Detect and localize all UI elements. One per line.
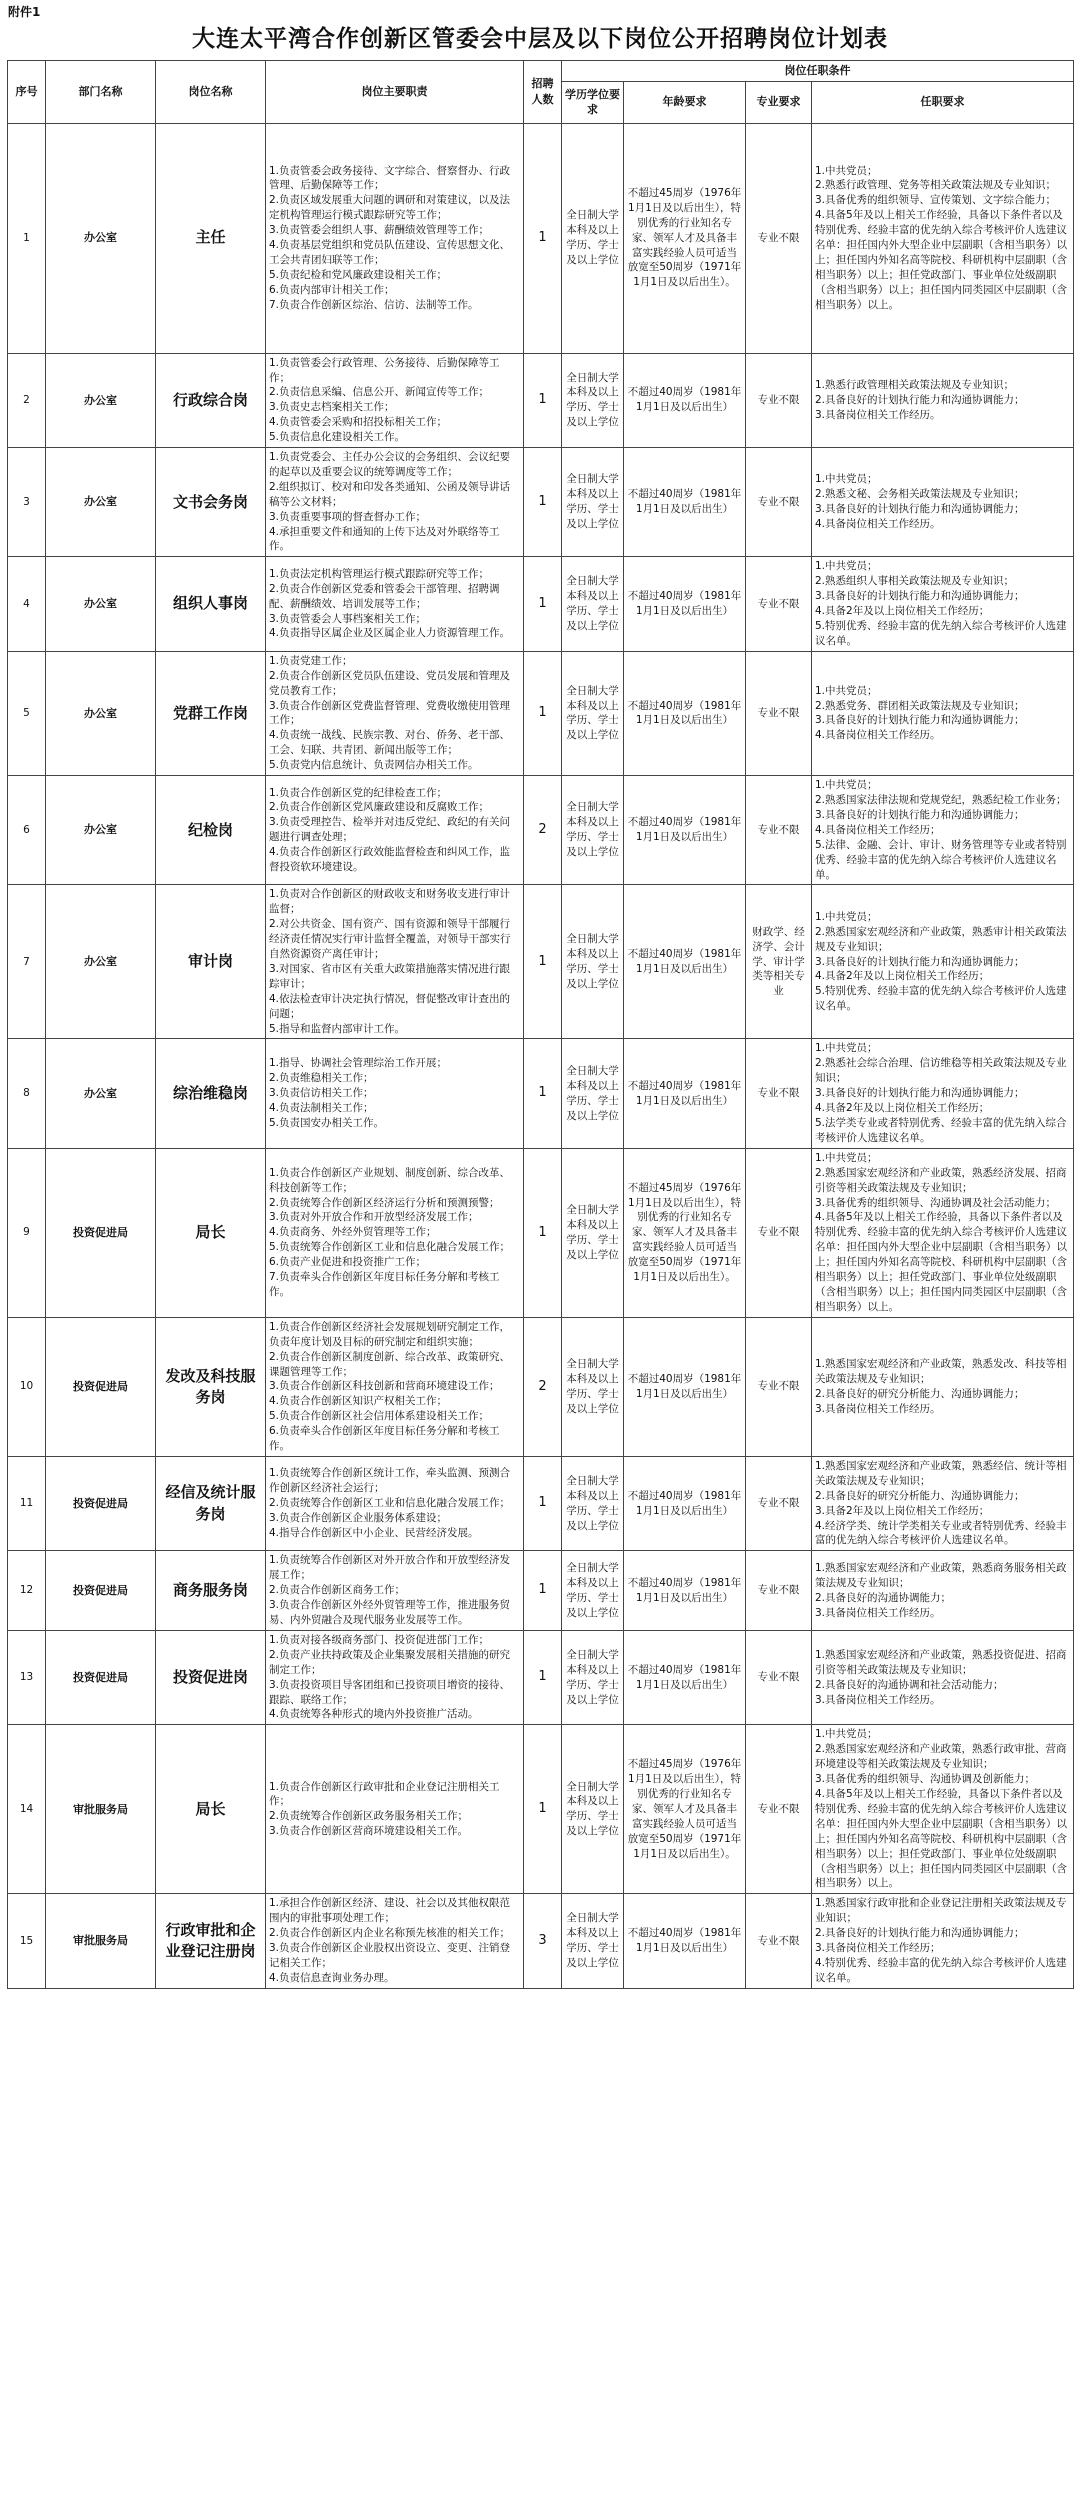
row-qual-line: 4.特别优秀、经验丰富的优先纳入综合考核评价人选建议名单。: [815, 1956, 1067, 1984]
table-row: [8, 1725, 1074, 1894]
row-major: 专业不限: [746, 1630, 812, 1724]
row-qual-line: 3.具备优秀的组织领导、宣传策划、文字综合能力；: [815, 194, 1057, 207]
row-dept: 审批服务局: [46, 1894, 156, 1988]
row-duties-line: 4.负责信息查询业务办理。: [269, 1971, 395, 1984]
row-duties-line: 2.负责合作创新区党委和管委会干部管理、招聘调配、薪酬绩效、培训发展等工作；: [269, 582, 500, 610]
table-row: [8, 1456, 1074, 1550]
table-row: [8, 353, 1074, 447]
row-qual-line: 2.熟悉党务、群团相关政策法规及专业知识；: [815, 699, 1025, 712]
row-duties: [266, 776, 524, 885]
row-seq: 14: [8, 1725, 46, 1894]
row-dept: 办公室: [46, 448, 156, 557]
row-duties-line: 3.负责合作创新区企业股权出资设立、变更、注销登记相关工作；: [269, 1942, 511, 1969]
row-dept: 办公室: [46, 885, 156, 1039]
row-qual-line: 4.具备岗位相关工作经历；: [815, 823, 941, 836]
row-duties-line: 3.负责合作创新区党费监督管理、党费收缴使用管理工作；: [269, 699, 511, 727]
row-qual-line: 1.中共党员；: [815, 910, 878, 923]
row-qual-line: 4.具备岗位相关工作经历。: [815, 729, 941, 742]
row-duties-line: 1.负责合作创新区经济社会发展规划研究制定工作，负责年度计划及目标的研究制定和组织实施；: [269, 1320, 511, 1348]
row-duties-line: 3.负责信访相关工作；: [269, 1087, 374, 1100]
row-duties-line: 2.负责统筹合作创新区经济运行分析和预测预警；: [269, 1196, 500, 1209]
row-qual-line: 2.具备良好的研究分析能力、沟通协调能力；: [815, 1489, 1025, 1502]
row-duties-line: 3.负责合作创新区企业服务体系建设；: [269, 1512, 448, 1525]
table-row: [8, 1039, 1074, 1148]
row-duties-line: 2.组织拟订、校对和印发各类通知、公函及领导讲话稿等公文材料；: [269, 480, 511, 508]
row-position: 发改及科技服务岗: [156, 1317, 266, 1456]
row-duties-line: 2.对公共资金、国有资产、国有资源和领导干部履行经济责任情况实行审计监督全覆盖，对领导干部实行自然资源资产离任审计；: [269, 918, 511, 961]
row-seq: 5: [8, 651, 46, 775]
row-duties: [266, 1456, 524, 1550]
header-position: 岗位名称: [156, 61, 266, 124]
row-duties-line: 2.负责合作创新区内企业名称预先核准的相关工作；: [269, 1927, 511, 1940]
recruitment-table: [7, 60, 1074, 1989]
row-qual-line: 1.中共党员；: [815, 1151, 878, 1164]
row-duties-line: 3.负责对外开放合作和开放型经济发展工作；: [269, 1211, 479, 1224]
row-duties-line: 1.承担合作创新区经济、建设、社会以及其他权限范围内的审批事项处理工作；: [269, 1897, 511, 1925]
row-qual-line: 3.具备优秀的组织领导、沟通协调及社会活动能力；: [815, 1196, 1057, 1209]
row-edu: 全日制大学本科及以上学历、学士及以上学位: [562, 448, 624, 557]
row-age: 不超过40周岁（1981年1月1日及以后出生）: [624, 557, 746, 651]
row-duties-line: 2.负责区域发展重大问题的调研和对策建议，以及法定机构管理运行模式跟踪研究等工作；: [269, 194, 511, 222]
row-duties: [266, 353, 524, 447]
header-duties: 岗位主要职责: [266, 61, 524, 124]
row-duties-line: 4.负责管委会采购和招投标相关工作；: [269, 416, 448, 429]
row-age: 不超过45周岁（1976年1月1日及以后出生），特别优秀的行业知名专家、领军人才及具备丰富实践经验人员可适当放宽至50周岁（1971年1月1日及以后出生）。: [624, 123, 746, 353]
row-major: 专业不限: [746, 448, 812, 557]
row-position: 行政综合岗: [156, 353, 266, 447]
row-dept: 投资促进局: [46, 1317, 156, 1456]
row-duties-line: 1.负责党建工作；: [269, 654, 353, 667]
table-row: [8, 885, 1074, 1039]
row-qual-line: 3.具备岗位相关工作经历。: [815, 1606, 941, 1619]
row-major: 专业不限: [746, 1039, 812, 1148]
row-dept: 办公室: [46, 557, 156, 651]
row-qual-line: 3.具备良好的计划执行能力和沟通协调能力；: [815, 590, 1025, 603]
row-duties-line: 5.指导和监督内部审计工作。: [269, 1022, 406, 1035]
row-major: 专业不限: [746, 557, 812, 651]
row-duties-line: 1.负责统筹合作创新区对外开放合作和开放型经济发展工作；: [269, 1554, 511, 1582]
row-qual: [812, 448, 1074, 557]
row-duties-line: 4.承担重要文件和通知的上传下达及对外联络等工作。: [269, 525, 500, 553]
annex-label: 附件1: [8, 5, 41, 19]
row-age: 不超过40周岁（1981年1月1日及以后出生）: [624, 1317, 746, 1456]
row-dept: 办公室: [46, 651, 156, 775]
row-qual-line: 4.具备2年及以上岗位相关工作经历；: [815, 605, 990, 618]
row-qual-line: 1.中共党员；: [815, 164, 878, 177]
row-seq: 11: [8, 1456, 46, 1550]
row-position: 纪检岗: [156, 776, 266, 885]
row-qual: [812, 557, 1074, 651]
row-age: 不超过45周岁（1976年1月1日及以后出生），特别优秀的行业知名专家、领军人才及具备丰富实践经验人员可适当放宽至50周岁（1971年1月1日及以后出生）。: [624, 1148, 746, 1317]
row-qual-line: 5.法学类专业或者特别优秀、经验丰富的优先纳入综合考核评价人选建议名单。: [815, 1117, 1067, 1144]
row-qual-line: 1.中共党员；: [815, 684, 878, 697]
row-duties-line: 3.负责管委会人事档案相关工作；: [269, 612, 427, 625]
row-age: 不超过40周岁（1981年1月1日及以后出生）: [624, 651, 746, 775]
row-dept: 办公室: [46, 353, 156, 447]
row-qual-line: 1.熟悉国家宏观经济和产业政策，熟悉经信、统计等相关政策法规及专业知识；: [815, 1459, 1067, 1487]
row-major: 专业不限: [746, 1551, 812, 1631]
row-duties-line: 7.负责合作创新区综治、信访、法制等工作。: [269, 298, 479, 311]
row-position: 综治维稳岗: [156, 1039, 266, 1148]
row-num: 1: [524, 1551, 562, 1631]
header-age: 年龄要求: [624, 81, 746, 123]
row-duties-line: 1.负责合作创新区党的纪律检查工作；: [269, 786, 448, 799]
row-duties: [266, 123, 524, 353]
row-edu: 全日制大学本科及以上学历、学士及以上学位: [562, 1456, 624, 1550]
table-row: [8, 448, 1074, 557]
row-major: 专业不限: [746, 651, 812, 775]
row-qual-line: 3.具备岗位相关工作经历。: [815, 1402, 941, 1415]
row-duties-line: 3.负责史志档案相关工作；: [269, 401, 395, 414]
row-edu: 全日制大学本科及以上学历、学士及以上学位: [562, 1039, 624, 1148]
row-qual-line: 3.具备良好的计划执行能力和沟通协调能力；: [815, 808, 1025, 821]
row-edu: 全日制大学本科及以上学历、学士及以上学位: [562, 1630, 624, 1724]
row-qual-line: 2.具备良好的研究分析能力、沟通协调能力；: [815, 1387, 1025, 1400]
row-qual-line: 1.中共党员；: [815, 1042, 878, 1055]
row-dept: 投资促进局: [46, 1456, 156, 1550]
row-seq: 1: [8, 123, 46, 353]
row-dept: 投资促进局: [46, 1148, 156, 1317]
header-qual: 任职要求: [812, 81, 1074, 123]
row-qual: [812, 1630, 1074, 1724]
row-qual: [812, 353, 1074, 447]
row-age: 不超过40周岁（1981年1月1日及以后出生）: [624, 353, 746, 447]
row-edu: 全日制大学本科及以上学历、学士及以上学位: [562, 123, 624, 353]
row-position: 投资促进岗: [156, 1630, 266, 1724]
row-qual-line: 1.熟悉国家宏观经济和产业政策，熟悉投资促进、招商引资等相关政策法规及专业知识；: [815, 1648, 1067, 1676]
row-duties-line: 1.负责对接各级商务部门、投资促进部门工作；: [269, 1633, 490, 1646]
row-num: 1: [524, 1630, 562, 1724]
row-duties-line: 5.负责纪检和党风廉政建设相关工作；: [269, 268, 448, 281]
row-duties-line: 2.负责合作创新区党风廉政建设和反腐败工作；: [269, 801, 490, 814]
row-duties: [266, 1148, 524, 1317]
row-duties-line: 3.负责重要事项的督查督办工作；: [269, 510, 427, 523]
row-qual-line: 2.熟悉组织人事相关政策法规及专业知识；: [815, 575, 1015, 588]
row-age: 不超过40周岁（1981年1月1日及以后出生）: [624, 776, 746, 885]
header-edu: 学历学位要求: [562, 81, 624, 123]
row-qual-line: 3.具备岗位相关工作经历。: [815, 1693, 941, 1706]
table-row: [8, 776, 1074, 885]
row-age: 不超过40周岁（1981年1月1日及以后出生）: [624, 1456, 746, 1550]
row-qual-line: 2.具备良好的计划执行能力和沟通协调能力；: [815, 393, 1025, 406]
row-edu: 全日制大学本科及以上学历、学士及以上学位: [562, 1725, 624, 1894]
row-num: 1: [524, 1039, 562, 1148]
row-duties-line: 4.负责商务、外经外贸管理等工作；: [269, 1226, 437, 1239]
row-qual-line: 2.具备良好的沟通协调和社会活动能力；: [815, 1678, 1004, 1691]
row-duties-line: 5.负责信息化建设相关工作。: [269, 431, 406, 444]
row-age: 不超过40周岁（1981年1月1日及以后出生）: [624, 1551, 746, 1631]
row-position: 组织人事岗: [156, 557, 266, 651]
row-duties-line: 2.负责信息采编、信息公开、新闻宣传等工作；: [269, 386, 490, 399]
row-num: 2: [524, 776, 562, 885]
row-qual-line: 4.具备5年及以上相关工作经验，具备以下条件者以及特别优秀、经验丰富的优先纳入综合考核评价人选建议名单：担任国内外大型企业中层副职（含相当职务）以上；担任国内外知名高等院校、科研机构中层副职（含相当职务）以上；担任党政部门、事业单位处级副职（含相当职务）以上；担任国内同类园区中层副职（含相当职务）以上。: [815, 209, 1067, 311]
row-qual-line: 3.具备岗位相关工作经历；: [815, 1942, 941, 1955]
row-edu: 全日制大学本科及以上学历、学士及以上学位: [562, 651, 624, 775]
table-row: [8, 1317, 1074, 1456]
row-major: 专业不限: [746, 353, 812, 447]
row-seq: 13: [8, 1630, 46, 1724]
row-duties-line: 1.负责合作创新区行政审批和企业登记注册相关工作；: [269, 1780, 500, 1808]
table-row: [8, 1630, 1074, 1724]
row-qual-line: 2.熟悉社会综合治理、信访维稳等相关政策法规及专业知识；: [815, 1057, 1067, 1085]
row-seq: 4: [8, 557, 46, 651]
header-seq: 序号: [8, 61, 46, 124]
row-duties: [266, 448, 524, 557]
row-position: 局长: [156, 1725, 266, 1894]
row-duties-line: 5.负责合作创新区社会信用体系建设相关工作；: [269, 1410, 490, 1423]
row-position: 审计岗: [156, 885, 266, 1039]
row-seq: 7: [8, 885, 46, 1039]
row-qual-line: 2.熟悉文秘、会务相关政策法规及专业知识；: [815, 488, 1025, 501]
row-qual-line: 1.熟悉国家宏观经济和产业政策，熟悉商务服务相关政策法规及专业知识；: [815, 1561, 1067, 1589]
table-row: [8, 1148, 1074, 1317]
row-edu: 全日制大学本科及以上学历、学士及以上学位: [562, 1148, 624, 1317]
row-qual-line: 2.熟悉国家法律法规和党规党纪，熟悉纪检工作业务；: [815, 793, 1067, 806]
row-age: 不超过40周岁（1981年1月1日及以后出生）: [624, 1039, 746, 1148]
row-position: 主任: [156, 123, 266, 353]
row-qual-line: 3.具备良好的计划执行能力和沟通协调能力；: [815, 955, 1025, 968]
row-edu: 全日制大学本科及以上学历、学士及以上学位: [562, 353, 624, 447]
row-duties-line: 1.负责对合作创新区的财政收支和财务收支进行审计监督；: [269, 888, 511, 916]
row-duties-line: 2.负责合作创新区党员队伍建设、党员发展和管理及党员教育工作；: [269, 669, 511, 697]
row-major: 专业不限: [746, 123, 812, 353]
row-edu: 全日制大学本科及以上学历、学士及以上学位: [562, 1317, 624, 1456]
table-row: [8, 1894, 1074, 1988]
row-qual-line: 5.特别优秀、经验丰富的优先纳入综合考核评价人选建议名单。: [815, 985, 1067, 1013]
header-conditions: 岗位任职条件: [562, 61, 1074, 82]
row-major: 专业不限: [746, 1148, 812, 1317]
row-seq: 2: [8, 353, 46, 447]
row-duties-line: 2.负责合作创新区制度创新、综合改革、政策研究、课题管理等工作；: [269, 1350, 511, 1378]
row-duties: [266, 885, 524, 1039]
row-qual-line: 1.熟悉行政管理相关政策法规及专业知识；: [815, 378, 1015, 391]
row-dept: 办公室: [46, 1039, 156, 1148]
row-seq: 9: [8, 1148, 46, 1317]
row-duties-line: 3.对国家、省市区有关重大政策措施落实情况进行跟踪审计；: [269, 962, 511, 990]
row-position: 经信及统计服务岗: [156, 1456, 266, 1550]
row-qual: [812, 1039, 1074, 1148]
row-duties-line: 3.负责合作创新区营商环境建设相关工作。: [269, 1825, 469, 1838]
row-num: 1: [524, 353, 562, 447]
row-duties: [266, 1039, 524, 1148]
row-num: 1: [524, 885, 562, 1039]
row-qual: [812, 1148, 1074, 1317]
row-seq: 8: [8, 1039, 46, 1148]
row-qual-line: 3.具备2年及以上岗位相关工作经历；: [815, 1504, 990, 1517]
row-duties-line: 6.负责内部审计相关工作；: [269, 283, 395, 296]
row-duties-line: 4.负责统一战线、民族宗教、对台、侨务、老干部、工会、妇联、共青团、新闻出版等工作；: [269, 729, 511, 757]
row-duties: [266, 651, 524, 775]
row-position: 局长: [156, 1148, 266, 1317]
row-duties: [266, 557, 524, 651]
row-num: 1: [524, 557, 562, 651]
table-row: [8, 123, 1074, 353]
row-major: 专业不限: [746, 1725, 812, 1894]
row-qual-line: 2.熟悉国家宏观经济和产业政策，熟悉审计相关政策法规及专业知识；: [815, 925, 1067, 953]
row-qual-line: 2.熟悉国家宏观经济和产业政策，熟悉经济发展、招商引资等相关政策法规及专业知识；: [815, 1166, 1067, 1194]
row-seq: 12: [8, 1551, 46, 1631]
row-qual-line: 1.熟悉国家宏观经济和产业政策，熟悉发改、科技等相关政策法规及专业知识；: [815, 1358, 1067, 1385]
row-qual-line: 3.具备优秀的组织领导、沟通协调及创新能力；: [815, 1773, 1036, 1786]
row-num: 1: [524, 448, 562, 557]
row-qual-line: 4.具备岗位相关工作经历。: [815, 518, 941, 531]
row-qual-line: 5.特别优秀、经验丰富的优先纳入综合考核评价人选建议名单。: [815, 620, 1067, 647]
row-duties-line: 3.负责投资项目导客团组和已投资项目增资的接待、跟踪、联络工作；: [269, 1678, 511, 1706]
row-qual: [812, 651, 1074, 775]
row-duties-line: 5.负责党内信息统计、负责网信办相关工作。: [269, 759, 479, 772]
row-duties: [266, 1551, 524, 1631]
row-seq: 15: [8, 1894, 46, 1988]
row-duties-line: 3.负责受理控告、检举并对违反党纪、政纪的有关问题进行调查处理；: [269, 816, 511, 844]
row-qual-line: 4.经济学类、统计学类相关专业或者特别优秀、经验丰富的优先纳入综合考核评价人选建议名单。: [815, 1519, 1067, 1547]
row-duties-line: 3.负责管委会组织人事、薪酬绩效管理等工作；: [269, 224, 490, 237]
row-duties: [266, 1630, 524, 1724]
row-qual-line: 1.中共党员；: [815, 560, 878, 573]
row-duties-line: 4.指导合作创新区中小企业、民营经济发展。: [269, 1527, 479, 1540]
row-duties-line: 4.负责合作创新区知识产权相关工作；: [269, 1395, 448, 1408]
row-qual-line: 3.具备良好的计划执行能力和沟通协调能力；: [815, 1087, 1025, 1100]
row-age: 不超过40周岁（1981年1月1日及以后出生）: [624, 1894, 746, 1988]
row-duties-line: 4.负责指导区属企业及区属企业人力资源管理工作。: [269, 627, 511, 640]
row-duties-line: 2.负责产业扶持政策及企业集聚发展相关措施的研究制定工作；: [269, 1648, 511, 1676]
row-qual-line: 1.中共党员；: [815, 1728, 878, 1741]
row-edu: 全日制大学本科及以上学历、学士及以上学位: [562, 557, 624, 651]
row-qual-line: 2.熟悉国家宏观经济和产业政策，熟悉行政审批、营商环境建设等相关政策法规及专业知识；: [815, 1743, 1067, 1771]
row-qual-line: 3.具备岗位相关工作经历。: [815, 408, 941, 421]
header-num: 招聘人数: [524, 61, 562, 124]
row-duties-line: 4.依法检查审计决定执行情况，督促整改审计查出的问题；: [269, 992, 511, 1020]
row-duties: [266, 1725, 524, 1894]
row-edu: 全日制大学本科及以上学历、学士及以上学位: [562, 1894, 624, 1988]
row-qual: [812, 1725, 1074, 1894]
row-qual-line: 2.具备良好的沟通协调能力；: [815, 1591, 952, 1604]
row-age: 不超过40周岁（1981年1月1日及以后出生）: [624, 1630, 746, 1724]
row-duties-line: 1.负责党委会、主任办公会议的会务组织、会议纪要的起草以及重要会议的统筹调度等工作；: [269, 451, 511, 478]
row-qual: [812, 885, 1074, 1039]
row-qual-line: 2.具备良好的计划执行能力和沟通协调能力；: [815, 1927, 1025, 1940]
table-body: [8, 123, 1074, 1988]
row-qual-line: 1.熟悉国家行政审批和企业登记注册相关政策法规及专业知识；: [815, 1897, 1067, 1925]
header-major: 专业要求: [746, 81, 812, 123]
row-duties-line: 2.负责维稳相关工作；: [269, 1072, 374, 1085]
row-duties-line: 2.负责统筹合作创新区工业和信息化融合发展工作；: [269, 1497, 511, 1510]
row-age: 不超过40周岁（1981年1月1日及以后出生）: [624, 885, 746, 1039]
row-qual: [812, 123, 1074, 353]
row-seq: 10: [8, 1317, 46, 1456]
row-duties-line: 1.负责统筹合作创新区统计工作，牵头监测、预测合作创新区经济社会运行；: [269, 1467, 511, 1495]
row-qual-line: 1.中共党员；: [815, 473, 878, 486]
row-duties-line: 4.负责合作创新区行政效能监督检查和纠风工作，监督投资软环境建设。: [269, 846, 511, 874]
row-dept: 投资促进局: [46, 1551, 156, 1631]
row-duties-line: 1.指导、协调社会管理综治工作开展；: [269, 1057, 448, 1070]
row-qual: [812, 1456, 1074, 1550]
row-major: 专业不限: [746, 1317, 812, 1456]
row-seq: 6: [8, 776, 46, 885]
row-qual-line: 3.具备良好的计划执行能力和沟通协调能力；: [815, 714, 1025, 727]
row-position: 文书会务岗: [156, 448, 266, 557]
row-qual-line: 2.熟悉行政管理、党务等相关政策法规及专业知识；: [815, 179, 1057, 192]
row-edu: 全日制大学本科及以上学历、学士及以上学位: [562, 776, 624, 885]
row-duties-line: 4.负责法制相关工作；: [269, 1102, 374, 1115]
table-row: [8, 1551, 1074, 1631]
row-duties-line: 1.负责合作创新区产业规划、制度创新、综合改革、科技创新等工作；: [269, 1166, 511, 1194]
row-duties-line: 4.负责基层党组织和党员队伍建设、宣传思想文化、工会共青团妇联等工作；: [269, 239, 511, 267]
row-age: 不超过40周岁（1981年1月1日及以后出生）: [624, 448, 746, 557]
row-major: 专业不限: [746, 1456, 812, 1550]
row-num: 1: [524, 1456, 562, 1550]
row-age: 不超过45周岁（1976年1月1日及以后出生），特别优秀的行业知名专家、领军人才及具备丰富实践经验人员可适当放宽至50周岁（1971年1月1日及以后出生）。: [624, 1725, 746, 1894]
row-duties-line: 4.负责统筹各种形式的境内外投资推广活动。: [269, 1708, 479, 1721]
row-duties-line: 1.负责管委会政务接待、文字综合、督察督办、行政管理、后勤保障等工作；: [269, 164, 511, 192]
row-qual-line: 4.具备2年及以上岗位相关工作经历；: [815, 1102, 990, 1115]
row-duties-line: 6.负责牵头合作创新区年度目标任务分解和考核工作。: [269, 1425, 500, 1453]
row-duties-line: 1.负责管委会行政管理、公务接待、后勤保障等工作；: [269, 356, 500, 384]
row-num: 1: [524, 1148, 562, 1317]
row-qual-line: 4.具备5年及以上相关工作经验，具备以下条件者以及特别优秀、经验丰富的优先纳入综合考核评价人选建议名单：担任国内外大型企业中层副职（含相当职务）以上；担任国内外知名高等院校、科研机构中层副职（含相当职务）以上；担任党政部门、事业单位处级副职（含相当职务）以上；担任国内同类园区中层副职（含相当职务）以上。: [815, 1211, 1067, 1313]
row-num: 2: [524, 1317, 562, 1456]
row-num: 1: [524, 123, 562, 353]
row-dept: 办公室: [46, 123, 156, 353]
row-qual: [812, 776, 1074, 885]
row-duties-line: 6.负责产业促进和投资推广工作；: [269, 1256, 427, 1269]
row-edu: 全日制大学本科及以上学历、学士及以上学位: [562, 1551, 624, 1631]
row-position: 行政审批和企业登记注册岗: [156, 1894, 266, 1988]
row-duties-line: 3.负责合作创新区外经外贸管理等工作，推进服务贸易、内外贸融合及现代服务业发展等工作。: [269, 1599, 511, 1627]
table-row: [8, 651, 1074, 775]
row-duties-line: 7.负责牵头合作创新区年度目标任务分解和考核工作。: [269, 1271, 500, 1298]
row-qual-line: 5.法律、金融、会计、审计、财务管理等专业或者特别优秀、经验丰富的优先纳入综合考核评价人选建议名单。: [815, 838, 1067, 881]
row-qual-line: 4.具备5年及以上相关工作经验，具备以下条件者以及特别优秀、经验丰富的优先纳入综合考核评价人选建议名单：担任国内外大型企业中层副职（含相当职务）以上；担任国内外知名高等院校、科研机构中层副职（含相当职务）以上；担任党政部门、事业单位处级副职（含相当职务）以上；担任国内同类园区中层副职（含相当职务）以上。: [815, 1787, 1067, 1890]
row-edu: 全日制大学本科及以上学历、学士及以上学位: [562, 885, 624, 1039]
row-qual: [812, 1551, 1074, 1631]
row-dept: 审批服务局: [46, 1725, 156, 1894]
row-num: 3: [524, 1894, 562, 1988]
page-title: 大连太平湾合作创新区管委会中层及以下岗位公开招聘岗位计划表: [192, 26, 888, 52]
table-row: [8, 557, 1074, 651]
row-qual-line: 3.具备良好的计划执行能力和沟通协调能力；: [815, 503, 1025, 516]
row-seq: 3: [8, 448, 46, 557]
row-duties-line: 2.负责合作创新区商务工作；: [269, 1584, 406, 1597]
row-qual-line: 1.中共党员；: [815, 779, 878, 792]
row-num: 1: [524, 1725, 562, 1894]
row-duties-line: 1.负责法定机构管理运行模式跟踪研究等工作；: [269, 567, 490, 580]
row-qual: [812, 1894, 1074, 1988]
row-dept: 投资促进局: [46, 1630, 156, 1724]
row-qual-line: 4.具备2年及以上岗位相关工作经历；: [815, 970, 990, 983]
row-qual: [812, 1317, 1074, 1456]
row-duties: [266, 1317, 524, 1456]
row-duties-line: 5.负责统筹合作创新区工业和信息化融合发展工作；: [269, 1241, 511, 1254]
row-major: 专业不限: [746, 1894, 812, 1988]
row-position: 党群工作岗: [156, 651, 266, 775]
row-dept: 办公室: [46, 776, 156, 885]
row-duties: [266, 1894, 524, 1988]
header-dept: 部门名称: [46, 61, 156, 124]
row-major: 专业不限: [746, 776, 812, 885]
row-num: 1: [524, 651, 562, 775]
row-duties-line: 2.负责统筹合作创新区政务服务相关工作；: [269, 1810, 469, 1823]
row-duties-line: 3.负责合作创新区科技创新和营商环境建设工作；: [269, 1380, 500, 1393]
row-major: 财政学、经济学、会计学、审计学类等相关专业: [746, 885, 812, 1039]
row-position: 商务服务岗: [156, 1551, 266, 1631]
row-duties-line: 5.负责国安办相关工作。: [269, 1117, 385, 1130]
